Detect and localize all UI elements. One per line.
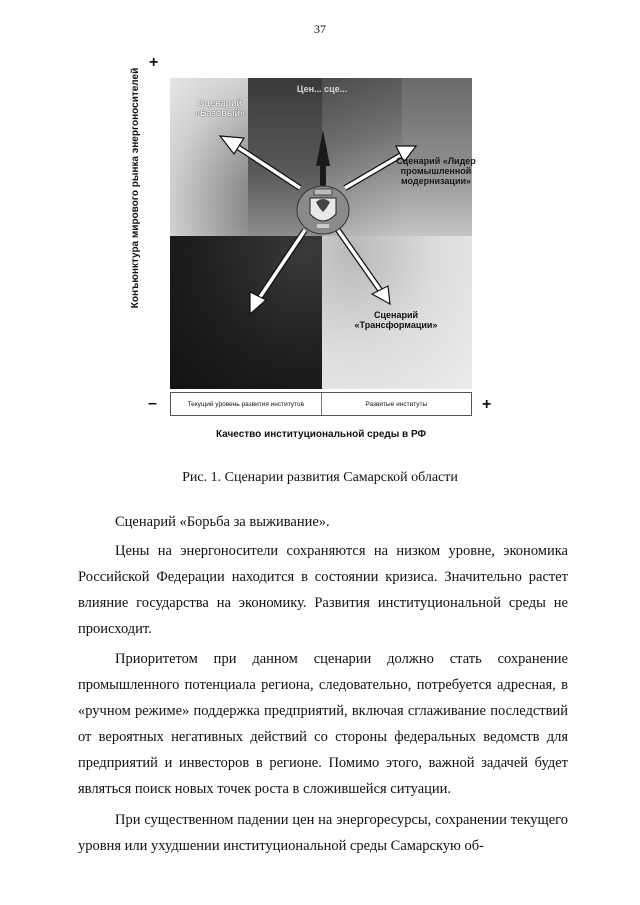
paragraph: Цены на энергоносители сохраняются на низком уровне, экономика Российской Федерации находится в состоянии кризиса. Значительно растет влияние государства на экономику. Развития институциональной среды не происходит. — [78, 543, 568, 637]
label-transform-scenario: Сценарий «Трансформации» — [354, 310, 438, 330]
arrow-top-left — [220, 136, 300, 188]
paragraph-2-block — [78, 646, 568, 802]
institutions-scale — [170, 392, 472, 416]
paragraph: При существенном падении цен на энергоресурсы, сохранении текущего уровня или ухудшении институциональной среды Самарскую об- — [78, 812, 568, 854]
vertical-axis-text: Конъюнктура мирового рынка энергоносителей — [130, 67, 141, 309]
sign-top-plus: + — [149, 54, 159, 71]
label-base-scenario: Сценарий «Базовый» — [194, 98, 246, 118]
label-industry-scenario: Сценарий «Лидер промышленной модернизации» — [396, 156, 476, 186]
figure-caption: Рис. 1. Сценарии развития Самарской области — [182, 470, 458, 485]
samara-emblem-icon — [297, 186, 349, 234]
label-center-scenario: Цен... сце... — [296, 84, 348, 94]
page-number: 37 — [314, 22, 326, 36]
developed-institutions-box: Развитые институты — [321, 393, 472, 415]
scenario-figure — [130, 54, 510, 448]
paragraph: Приоритетом при данном сценарии должно стать сохранение промышленного потенциала региона, следовательно, потребуется адресная, в «ручном режиме» поддержка предприятий, включая сглаживание последствий от вероятных негативных действий со стороны федеральных ведомств для предприятий и инвесторов в регионе. Помимо этого, важной задачей будет являться поиск новых точек роста в сложившейся ситуации. — [78, 651, 568, 797]
scenario-title: Сценарий «Борьба за выживание». — [115, 514, 330, 530]
arrow-bottom-right — [338, 230, 390, 304]
scenario-title-block — [78, 509, 568, 535]
arrow-bottom-left — [250, 230, 305, 314]
current-institutions-box: Текущий уровень развития институтов — [187, 400, 304, 408]
sign-right-plus: + — [482, 396, 492, 413]
sign-minus: – — [148, 395, 157, 412]
horizontal-axis-label: Качество институциональной среды в РФ — [215, 429, 427, 440]
paragraph-3-block — [78, 807, 568, 859]
paragraph-1-block — [78, 538, 568, 642]
arrow-up — [316, 130, 330, 193]
